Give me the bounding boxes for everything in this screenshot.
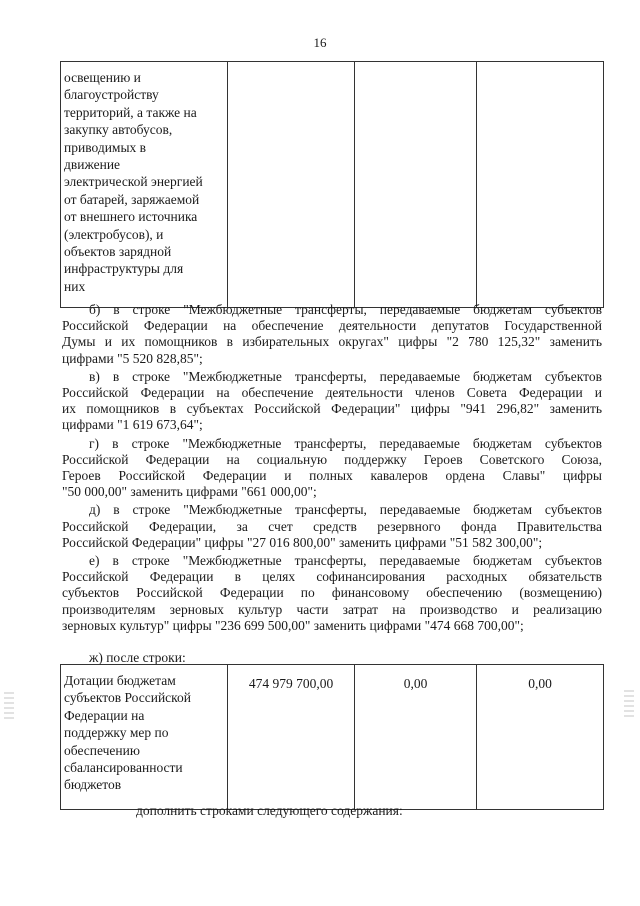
amendment-paragraph bbox=[62, 436, 602, 501]
amendment-line: Героев Российской Федерации и полных кавалеров ордена Славы" цифры bbox=[62, 468, 602, 484]
description-line: Дотации бюджетам bbox=[64, 673, 176, 688]
description-line: от внешнего источника bbox=[64, 209, 198, 225]
amendment-line: Российской Федерации на обеспечение деятельности депутатов Государственной bbox=[62, 318, 602, 334]
row-description-cell bbox=[61, 665, 228, 810]
amendments-list bbox=[62, 302, 602, 634]
subsidy-table bbox=[60, 664, 604, 810]
value-cell bbox=[355, 62, 477, 308]
description-line: приводимых в bbox=[64, 139, 147, 155]
amendment-line: цифрами "1 619 673,64"; bbox=[62, 417, 203, 433]
description-line: Федерации на bbox=[64, 707, 145, 723]
amendment-line: в) в строке "Межбюджетные трансферты, передаваемые бюджетам субъектов bbox=[89, 368, 602, 384]
continued-table bbox=[60, 61, 604, 308]
amendment-line: е) в строке "Межбюджетные трансферты, передаваемые бюджетам субъектов bbox=[89, 553, 602, 569]
table-row bbox=[61, 62, 604, 308]
value-cell bbox=[228, 62, 355, 308]
description-line: субъектов Российской bbox=[64, 690, 192, 706]
description-line: поддержку мер по bbox=[64, 725, 169, 741]
amount-cell: 0,00 bbox=[477, 665, 604, 810]
amendment-line: Российской Федерации на обеспечение деятельности членов Совета Федерации и bbox=[62, 385, 602, 401]
table-row bbox=[61, 665, 604, 810]
amendment-line: Российской Федерации" цифры "27 016 800,00" заменить цифрами "51 582 300,00"; bbox=[62, 534, 543, 550]
scan-artifact-left bbox=[4, 692, 14, 722]
description-line: (электробусов), и bbox=[64, 226, 164, 242]
amendment-paragraph bbox=[62, 553, 602, 634]
amendment-paragraph bbox=[62, 302, 602, 367]
amendment-line: Думы и их помощников в избирательных округах" цифры "2 780 125,32" заменить bbox=[62, 334, 602, 350]
scan-artifact-right bbox=[624, 690, 634, 720]
amendment-line: г) в строке "Межбюджетные трансферты, передаваемые бюджетам субъектов bbox=[89, 435, 602, 451]
page-number: 16 bbox=[313, 35, 327, 50]
row-description-cell bbox=[61, 62, 228, 308]
description-line: территорий, а также на bbox=[64, 104, 197, 120]
value-cell bbox=[477, 62, 604, 308]
amendment-line: Российской Федерации, за счет средств резервного фонда Правительства bbox=[62, 518, 602, 534]
amendment-line: б) в строке "Межбюджетные трансферты, передаваемые бюджетам субъектов bbox=[89, 302, 602, 317]
description-line: закупку автобусов, bbox=[64, 122, 173, 138]
amendment-paragraph bbox=[62, 502, 602, 551]
description-line: объектов зарядной bbox=[64, 244, 172, 260]
description-line: освещению и bbox=[64, 70, 141, 85]
description-line: электрической энергией bbox=[64, 174, 203, 190]
amendment-line: Российской Федерации в целях софинансирования расходных обязательств bbox=[62, 569, 602, 585]
amendment-line: д) в строке "Межбюджетные трансферты, передаваемые бюджетам субъектов bbox=[89, 502, 602, 518]
amendment-line: их помощников в субъектах Российской Федерации" цифры "941 296,82" заменить bbox=[62, 401, 602, 417]
description-line: бюджетов bbox=[64, 777, 122, 793]
description-line: сбалансированности bbox=[64, 760, 183, 776]
amendment-line: цифрами "5 520 828,85"; bbox=[62, 350, 203, 366]
description-line: от батарей, заряжаемой bbox=[64, 191, 200, 207]
amendment-line: зерновых культур" цифры "236 699 500,00" заменить цифрами "474 668 700,00"; bbox=[62, 617, 524, 633]
closing-text: дополнить строками следующего содержания: bbox=[136, 803, 403, 818]
description-line: инфраструктуры для bbox=[64, 261, 184, 277]
amendment-line: Российской Федерации на социальную поддержку Героев Советского Союза, bbox=[62, 451, 602, 467]
amendment-line: производителям зерновых культур части затрат на производство и реализацию bbox=[62, 601, 602, 617]
description-line: благоустройству bbox=[64, 87, 159, 103]
amount-cell: 0,00 bbox=[355, 665, 477, 810]
description-line: них bbox=[64, 278, 86, 294]
description-line: обеспечению bbox=[64, 742, 140, 758]
amendment-line: субъектов Российской Федерации по финансовому обеспечению (возмещению) bbox=[62, 585, 602, 601]
amount-cell: 474 979 700,00 bbox=[228, 665, 355, 810]
amendment-paragraph bbox=[62, 369, 602, 434]
amendment-line: "50 000,00" заменить цифрами "661 000,00"; bbox=[62, 484, 317, 500]
after-row-text: ж) после строки: bbox=[89, 650, 186, 665]
description-line: движение bbox=[64, 157, 121, 173]
